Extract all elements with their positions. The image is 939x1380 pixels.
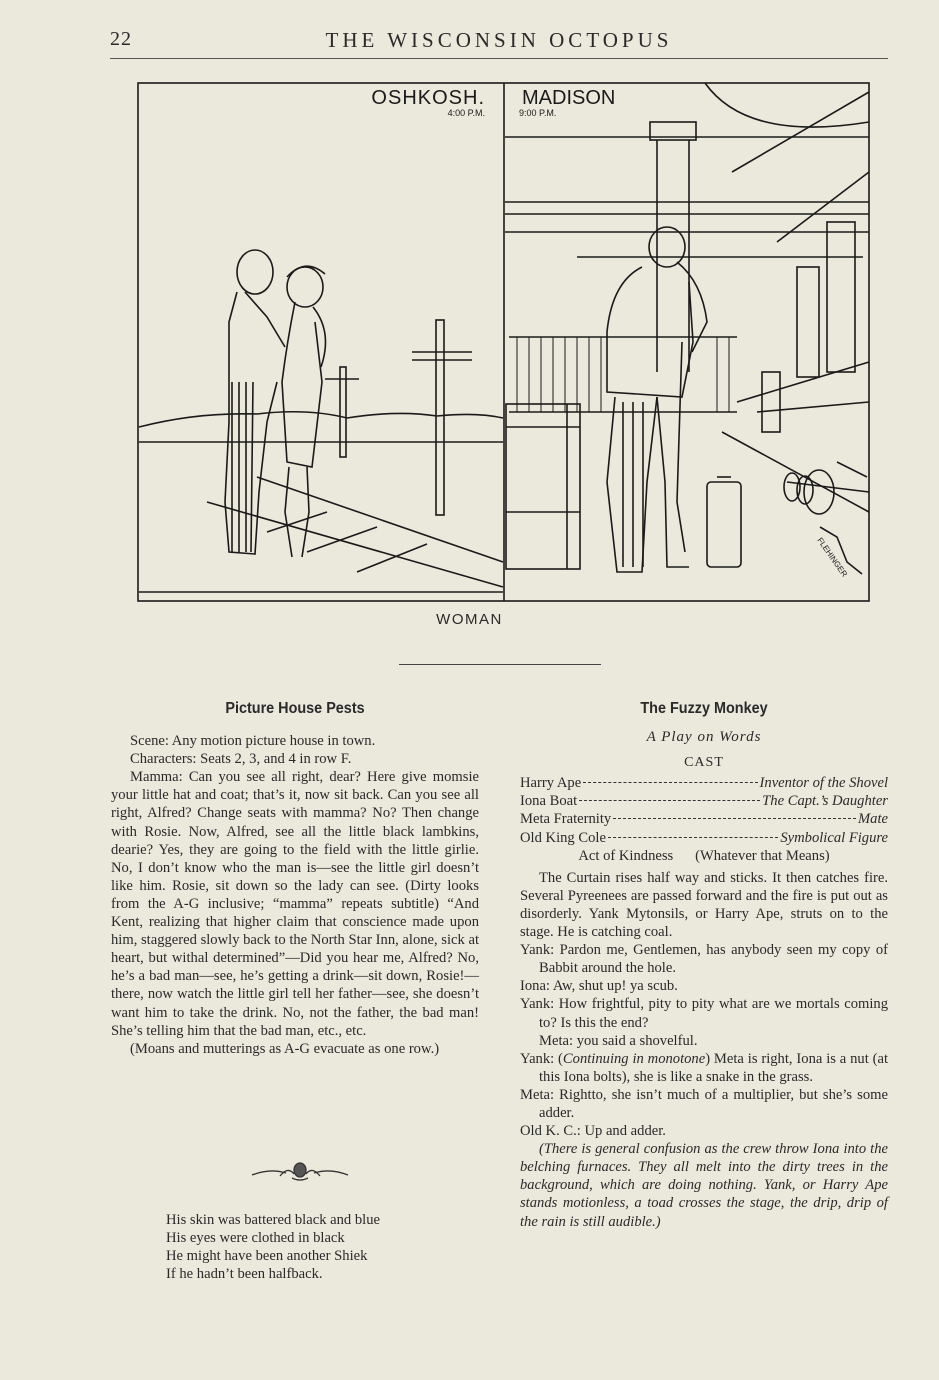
dialogue-line: Old K. C.: Up and adder. [520, 1123, 666, 1140]
magazine-title: THE WISCONSIN OCTOPUS [325, 28, 673, 52]
cast-name: Iona Boat [520, 793, 578, 810]
dialogue-line: Yank: How frightful, pity to pity what are we mortals coming to? Is this the end? [520, 996, 888, 1031]
article-paragraph: Mamma: Can you see all right, dear? Here give momsie your little hat and coat; that’s it, now sit back. Can you see all right, Alfred? Change seats with mamma? No? Then change with Rosie. Now, Alfred, see all the little black lambkins, dearie? Yes, they are going to the field with the little girlie. No, I don’t know who the man is—see the little girl doesn’t like him. Rosie, sit down so the lady can see. (Dirty looks from the A-G inclusive; “mamma” repeats subtitle) “And Kent, realizing that higher claim that conscience made upon him, staggered slowly back to the North Star Inn, alone, sick at heart, but withal determined”—Did you hear me, Alfred? No, he’s a bad man—see, he’s getting a drink—sit down, Rosie!—there, now watch the little girl tell her father—see, she doesn’t want him to take the drink. No, not the father, the bad man! She’s telling him that the bad man, etc., etc. [111, 769, 480, 1039]
section-divider [399, 664, 601, 665]
poem-line: He might have been another Shiek [166, 1248, 368, 1265]
left-panel-time: 4:00 P.M. [447, 108, 485, 118]
article-paragraph: Scene: Any motion picture house in town. [130, 733, 376, 750]
article-subtitle: A Play on Words [646, 729, 762, 746]
cast-role: The Capt.’s Daughter [762, 793, 888, 810]
dialogue-line: Yank: Pardon me, Gentlemen, has anybody seen my copy of Babbit around the hole. [520, 942, 888, 977]
cartoon-illustration [137, 82, 870, 602]
artist-signature: FLEHINGER [815, 535, 850, 579]
poem-line: His skin was battered black and blue [166, 1212, 380, 1228]
cast-row [520, 774, 888, 792]
article-paragraph: Characters: Seats 2, 3, and 4 in row F. [130, 751, 352, 768]
cast-name: Old King Cole [520, 829, 606, 846]
right-panel-label: MADISON [522, 87, 616, 109]
cast-role: Mate [858, 811, 888, 828]
cast-row [520, 792, 888, 810]
article-fuzzy-monkey [520, 700, 888, 1231]
page-number: 22 [110, 28, 132, 50]
left-panel-label: OSHKOSH. [371, 87, 485, 109]
cast-note: Act of Kindness (Whatever that Means) [578, 847, 830, 864]
poem [166, 1211, 380, 1283]
dialogue-line: Meta: you said a shovelful. [539, 1032, 698, 1049]
dialogue-line: Meta: Rightto, she isn’t much of a multiplier, but she’s some adder. [520, 1086, 888, 1121]
right-panel-time: 9:00 P.M. [519, 108, 557, 118]
cartoon-drawing [137, 82, 870, 602]
article-title: Picture House Pests [225, 700, 365, 717]
cast-row [520, 829, 888, 847]
cast-heading: CAST [684, 755, 724, 771]
poem-line: His eyes were clothed in black [166, 1230, 345, 1247]
cast-role: Symbolical Figure [780, 829, 888, 846]
cast-row [520, 810, 888, 828]
dialogue-line: Yank: (Continuing in monotone) Meta is right, Iona is a nut (at this Iona bolts), she is like a snake in the grass. [520, 1050, 888, 1085]
dialogue-line: Iona: Aw, shut up! ya scub. [520, 978, 678, 995]
illustration-caption: WOMAN [436, 611, 503, 628]
article-title: The Fuzzy Monkey [640, 700, 768, 717]
article-paragraph: The Curtain rises half way and sticks. It then catches fire. Several Pyreenees are passed forward and the fire is put out as disorderly. Yank Mytonsils, or Harry Ape, struts on to the stage. He is catching coal. [520, 869, 888, 941]
ornament-divider-icon [250, 1158, 350, 1184]
stage-direction: (There is general confusion as the crew throw Iona into the belching furnaces. They all melt into the dirty trees in the background, which are doing nothing. Yank, or Harry Ape stands motionless, a toad crosses the stage, the drip, drip of the rain is still audible.) [520, 1141, 888, 1230]
poem-line: If he hadn’t been halfback. [166, 1266, 323, 1283]
cast-role: Inventor of the Shovel [759, 775, 888, 792]
article-paragraph: (Moans and mutterings as A-G evacuate as one row.) [130, 1040, 440, 1057]
article-picture-house-pests [111, 700, 479, 1058]
page-header [110, 28, 888, 59]
cast-name: Meta Fraternity [520, 811, 612, 828]
cast-name: Harry Ape [520, 775, 582, 792]
